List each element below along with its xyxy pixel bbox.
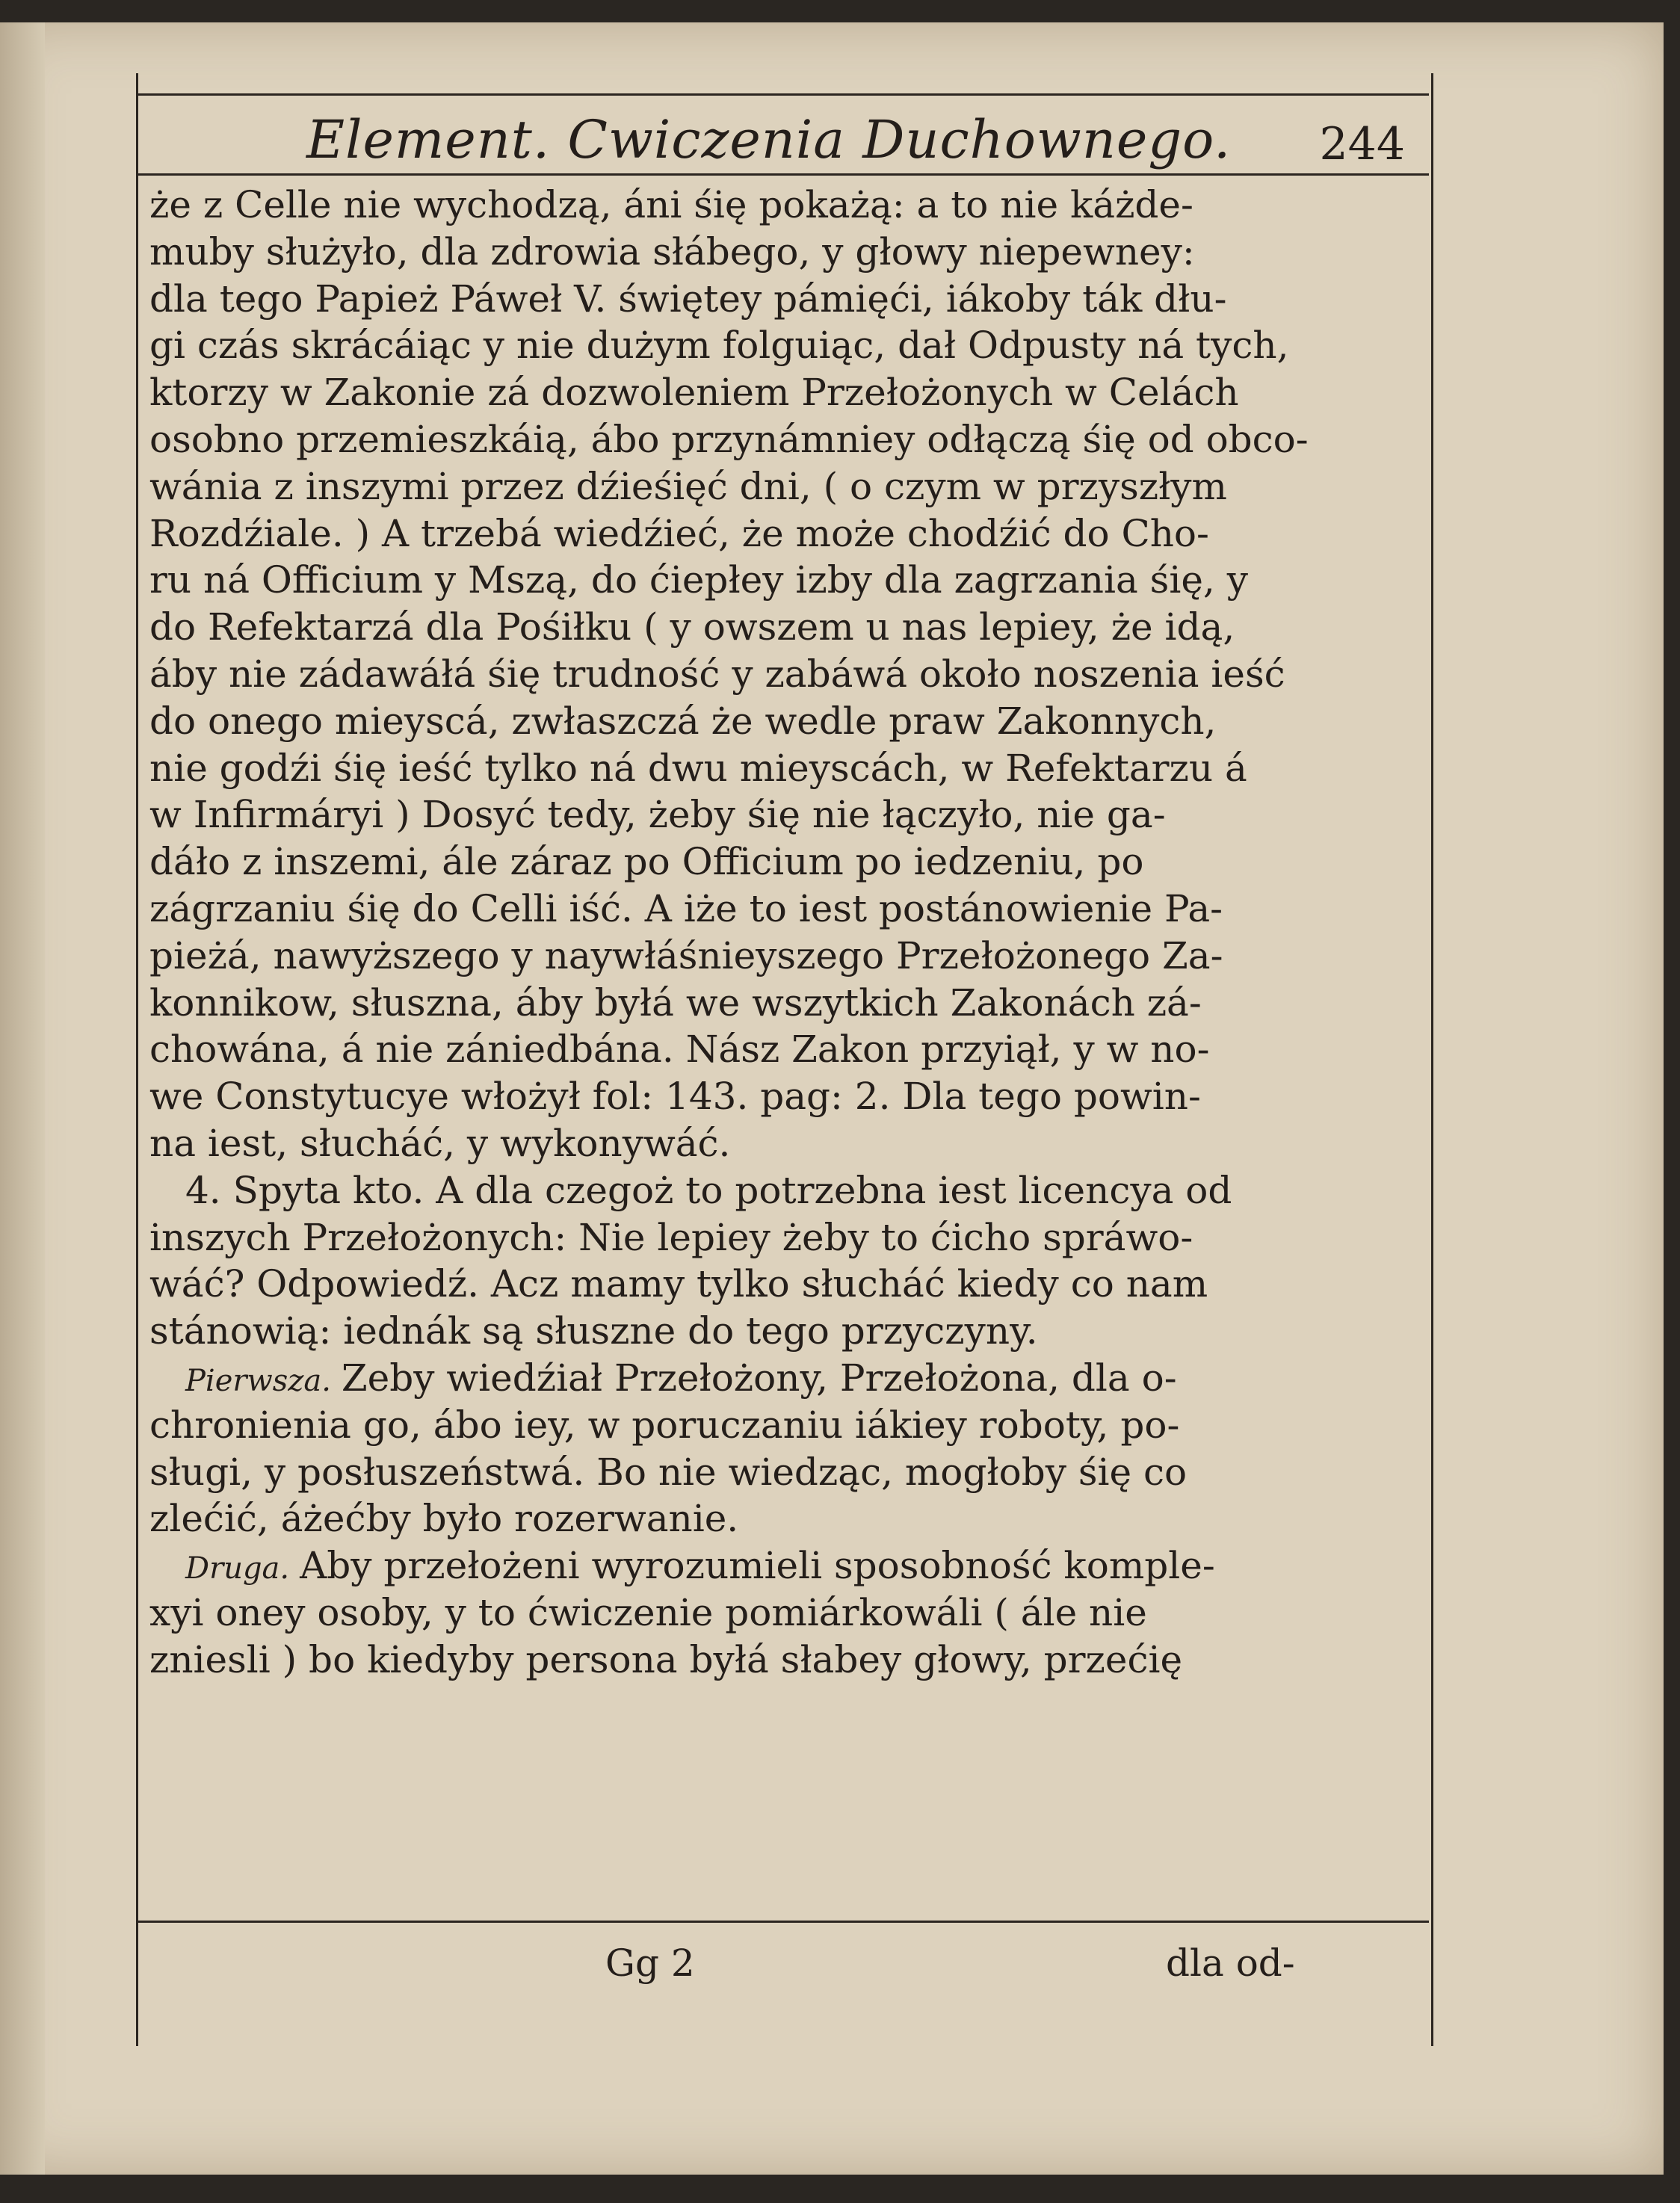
footer-rule [136, 1921, 1429, 1923]
page-number: 244 [1319, 118, 1405, 170]
header-rule [136, 173, 1429, 176]
text-line-content: Zeby wiedźiał Przełożony, Przełożona, dla o- [341, 1356, 1177, 1400]
text-line: zlećić, áżećby było rozerwanie. [149, 1497, 739, 1541]
text-line: wánia z inszymi przez dźieśięć dni, ( o czym w przyszłym [149, 464, 1227, 508]
signature-mark: Gg 2 [605, 1941, 695, 1985]
side-label-second: Druga. [185, 1551, 290, 1586]
text-line: 4. Spyta kto. A dla czegoż to potrzebna iest licencya od [185, 1168, 1232, 1212]
text-line: że z Celle nie wychodzą, áni śię pokażą: a to nie káżde- [149, 183, 1193, 226]
text-line: osobno przemieszkáią, ábo przynámniey odłączą śię od obco- [149, 417, 1309, 461]
text-line [149, 1542, 1360, 1589]
text-line: chowána, á nie zániedbána. Nász Zakon przyiął, y w no- [149, 1028, 1210, 1072]
text-line: ktorzy w Zakonie zá dozwoleniem Przełożonych w Celách [149, 371, 1239, 415]
running-header [149, 99, 1420, 170]
text-line: sługi, y posłuszeństwá. Bo nie wiedząc, mogłoby śię co [149, 1450, 1188, 1494]
side-label-first: Pierwsza. [185, 1363, 331, 1398]
text-line: inszych Przełożonych: Nie lepiey żeby to ćicho spráwo- [149, 1215, 1193, 1259]
text-line-content: Aby przełożeni wyrozumieli sposobność komple- [300, 1544, 1215, 1588]
text-line: stánowią: iednák są słuszne do tego przyczyny. [149, 1309, 1038, 1353]
page-gutter [0, 22, 45, 2175]
text-line: xyi oney osoby, y to ćwiczenie pomiárkowáli ( ále nie [149, 1590, 1147, 1634]
text-line: muby służyło, dla zdrowia słábego, y głowy niepewney: [149, 229, 1195, 274]
body-text [149, 182, 1360, 1684]
text-line: konnikow, słuszna, áby byłá we wszytkich Zakonách zá- [149, 980, 1202, 1025]
catchword: dla od- [1166, 1941, 1295, 1985]
top-rule [136, 93, 1429, 96]
text-line: na iest, słucháć, y wykonywáć. [149, 1121, 731, 1165]
text-line: Rozdźiale. ) A trzebá wiedźieć, że może chodźić do Cho- [149, 511, 1209, 555]
text-line: w Infirmáryi ) Dosyć tedy, żeby śię nie łączyło, nie ga- [149, 793, 1166, 837]
text-line: ru ná Officium y Mszą, do ćiepłey izby dla zagrzania śię, y [149, 558, 1248, 602]
text-line: nie godźi śię ieść tylko ná dwu mieyscách, w Refektarzu á [149, 746, 1247, 790]
running-title: Element. Cwiczenia Duchownego. [306, 109, 1232, 170]
text-line: chronienia go, ábo iey, w poruczaniu iákiey roboty, po- [149, 1403, 1180, 1447]
text-line: dla tego Papież Páweł V. świętey pámięći, iákoby ták dłu- [149, 276, 1227, 321]
text-line: do Refektarzá dla Pośiłku ( y owszem u nas lepiey, że idą, [149, 605, 1235, 649]
text-line: dáło z inszemi, ále záraz po Officium po iedzeniu, po [149, 840, 1144, 884]
text-line: áby nie zádawáłá śię trudność y zabáwá około noszenia ieść [149, 652, 1285, 696]
text-line: we Constytucye włożył fol: 143. pag: 2. Dla tego powin- [149, 1075, 1201, 1119]
text-line: zágrzaniu śię do Celli iść. A iże to iest postánowienie Pa- [149, 886, 1223, 930]
text-line: do onego mieyscá, zwłaszczá że wedle praw Zakonnych, [149, 699, 1217, 743]
text-line: gi czás skrácáiąc y nie dużym folguiąc, dał Odpusty ná tych, [149, 324, 1289, 368]
text-line: pieżá, nawyższego y naywłáśnieyszego Przełożonego Za- [149, 933, 1223, 977]
text-line: zniesli ) bo kiedyby persona byłá słabey głowy, przećię [149, 1637, 1183, 1681]
text-line [149, 1355, 1360, 1402]
text-line: wáć? Odpowiedź. Acz mamy tylko słucháć kiedy co nam [149, 1262, 1208, 1306]
